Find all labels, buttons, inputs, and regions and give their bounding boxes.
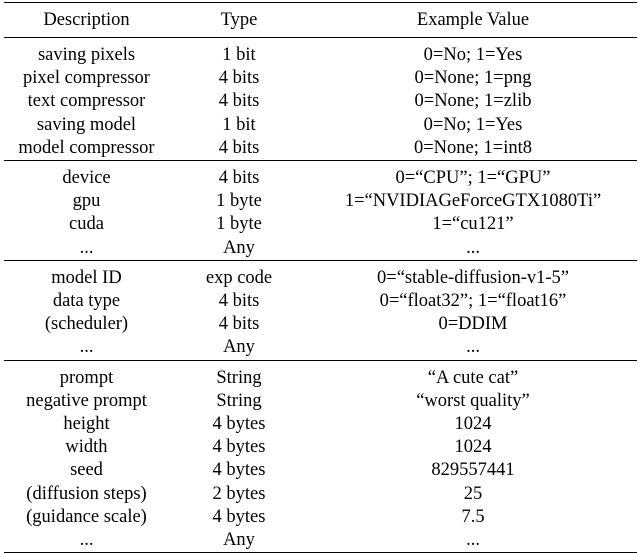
cell-example-value: 0=“float32”; 1=“float16” xyxy=(379,291,567,312)
table-row xyxy=(4,114,637,137)
cell-description: (diffusion steps) xyxy=(26,483,147,504)
table-row xyxy=(4,260,637,290)
table-row xyxy=(4,290,637,313)
table-row xyxy=(4,459,637,482)
cell-example-value: “A cute cat” xyxy=(427,367,519,388)
cell-example-value: 1024 xyxy=(454,437,492,458)
cell-description: gpu xyxy=(72,191,101,212)
cell-example-value: 7.5 xyxy=(461,506,485,527)
encoding-table xyxy=(4,2,637,553)
table-row xyxy=(4,483,637,506)
cell-example-value: ... xyxy=(466,530,480,551)
cell-description: negative prompt xyxy=(26,390,147,411)
cell-description: data type xyxy=(52,291,121,312)
header-example-value: Example Value xyxy=(416,10,530,30)
cell-example-value: 0=“stable-diffusion-v1-5” xyxy=(377,267,569,288)
cell-description: prompt xyxy=(59,367,114,388)
cell-type: Any xyxy=(223,337,255,358)
cell-description: ... xyxy=(79,237,94,258)
table-row xyxy=(4,529,637,553)
cell-type: 4 bits xyxy=(218,137,260,158)
data-table-container xyxy=(4,2,637,553)
cell-example-value: 0=No; 1=Yes xyxy=(423,114,523,135)
cell-type: 4 bytes xyxy=(212,437,266,458)
cell-example-value: 0=“CPU”; 1=“GPU” xyxy=(395,168,551,189)
cell-description: (scheduler) xyxy=(44,314,129,335)
cell-type: 4 bits xyxy=(218,68,260,89)
cell-description: seed xyxy=(70,460,103,481)
table-row xyxy=(4,506,637,529)
table-row xyxy=(4,436,637,459)
cell-description: saving pixels xyxy=(37,45,136,65)
cell-example-value: 0=DDIM xyxy=(438,314,508,335)
cell-type: Any xyxy=(223,237,255,258)
table-row xyxy=(4,413,637,436)
cell-example-value: ... xyxy=(466,337,480,358)
cell-type: 4 bits xyxy=(218,291,260,312)
table-row xyxy=(4,313,637,336)
table-row xyxy=(4,360,637,390)
cell-description: ... xyxy=(79,337,94,358)
cell-example-value: “worst quality” xyxy=(416,390,530,411)
cell-type: 4 bytes xyxy=(212,506,266,527)
cell-example-value: 1=“NVIDIAGeForceGTX1080Ti” xyxy=(344,191,602,212)
cell-description: width xyxy=(65,437,108,458)
cell-example-value: 0=No; 1=Yes xyxy=(423,45,523,65)
cell-description: model compressor xyxy=(18,137,155,158)
cell-description: pixel compressor xyxy=(23,68,150,89)
cell-type: 1 bit xyxy=(222,114,256,135)
cell-type: 4 bits xyxy=(218,314,260,335)
cell-description: height xyxy=(63,414,110,435)
cell-description: ... xyxy=(79,530,94,551)
cell-example-value: 0=None; 1=int8 xyxy=(414,137,532,158)
cell-type: Any xyxy=(223,530,255,551)
table-row xyxy=(4,237,637,261)
cell-type: 4 bits xyxy=(218,168,260,189)
cell-type: String xyxy=(216,367,262,388)
cell-example-value: 1024 xyxy=(454,414,492,435)
table-row xyxy=(4,137,637,161)
cell-type: 4 bits xyxy=(218,91,260,112)
cell-type: 1 byte xyxy=(216,214,262,235)
header-description: Description xyxy=(43,10,130,30)
header-type: Type xyxy=(220,10,258,30)
table-row xyxy=(4,213,637,236)
cell-description: (guidance scale) xyxy=(26,506,147,527)
table-row xyxy=(4,67,637,90)
cell-type: 2 bytes xyxy=(212,483,266,504)
cell-description: text compressor xyxy=(27,91,146,112)
cell-type: String xyxy=(216,390,262,411)
cell-example-value: 0=None; 1=png xyxy=(414,68,532,89)
cell-type: 1 bit xyxy=(222,45,256,65)
cell-example-value: 1=“cu121” xyxy=(432,214,514,235)
table-row xyxy=(4,390,637,413)
cell-type: 1 byte xyxy=(216,191,262,212)
cell-example-value: 829557441 xyxy=(431,460,515,481)
table-row xyxy=(4,90,637,113)
cell-description: device xyxy=(62,168,111,189)
cell-example-value: 0=None; 1=zlib xyxy=(414,91,532,112)
cell-type: 4 bytes xyxy=(212,460,266,481)
cell-type: exp code xyxy=(205,267,273,288)
header-row xyxy=(4,3,637,38)
table-row xyxy=(4,336,637,360)
cell-description: cuda xyxy=(69,214,104,235)
table-row xyxy=(4,161,637,191)
cell-type: 4 bytes xyxy=(212,414,266,435)
cell-example-value: ... xyxy=(466,237,480,258)
cell-description: model ID xyxy=(51,267,122,288)
table-row xyxy=(4,38,637,68)
cell-description: saving model xyxy=(36,114,137,135)
table-row xyxy=(4,190,637,213)
cell-example-value: 25 xyxy=(463,483,483,504)
